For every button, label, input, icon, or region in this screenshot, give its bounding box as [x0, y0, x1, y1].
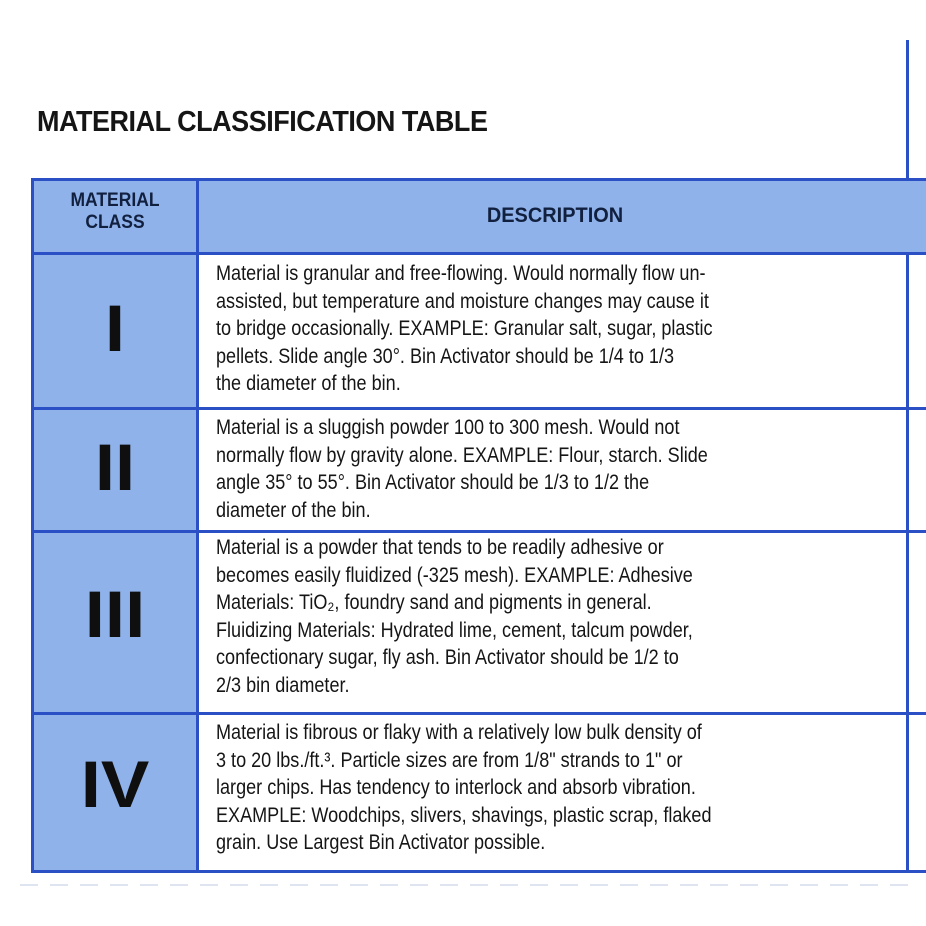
class-description — [216, 414, 906, 524]
description-line: Material is a sluggish powder 100 to 300 mesh. Would not — [216, 416, 680, 439]
class-numeral: I — [104, 291, 126, 365]
description-line: angle 35° to 55°. Bin Activator should be 1/3 to 1/2 the — [216, 471, 650, 494]
description-line: Material is a powder that tends to be readily adhesive or — [216, 536, 664, 559]
header-class-line1: MATERIAL — [70, 190, 160, 211]
row-separator — [31, 530, 926, 533]
header-material-class — [40, 190, 189, 234]
class-numeral: II — [94, 430, 136, 504]
class-description — [216, 534, 906, 699]
row-separator — [31, 712, 926, 715]
row-separator — [31, 252, 926, 255]
description-line: assisted, but temperature and moisture changes may cause it — [216, 289, 709, 313]
description-line: becomes easily fluidized (-325 mesh). EXAMPLE: Adhesive — [216, 563, 693, 587]
description-line: Materials: TiO₂, foundry sand and pigments in general. — [216, 591, 652, 614]
page-title: MATERIAL CLASSIFICATION TABLE — [37, 106, 488, 138]
description-line: Material is granular and free-flowing. Would normally flow un- — [216, 262, 706, 285]
class-numeral: IV — [80, 747, 150, 821]
row-separator — [31, 407, 926, 410]
description-line: confectionary sugar, fly ash. Bin Activator should be 1/2 to — [216, 646, 679, 669]
description-line: 3 to 20 lbs./ft.³. Particle sizes are from 1/8" strands to 1" or — [216, 748, 683, 772]
description-line: larger chips. Has tendency to interlock and absorb vibration. — [216, 776, 696, 799]
header-description: DESCRIPTION — [486, 204, 624, 227]
classification-table — [31, 178, 926, 873]
description-line: 2/3 bin diameter. — [216, 673, 350, 697]
table-top-border — [31, 178, 926, 181]
description-line: normally flow by gravity alone. EXAMPLE: Flour, starch. Slide — [216, 443, 708, 467]
description-line: grain. Use Largest Bin Activator possible. — [216, 831, 546, 854]
description-line: Fluidizing Materials: Hydrated lime, cement, talcum powder, — [216, 618, 693, 642]
description-line: Material is fibrous or flaky with a relatively low bulk density of — [216, 721, 702, 744]
description-line: diameter of the bin. — [216, 498, 371, 522]
class-description — [216, 719, 906, 857]
class-numeral: III — [84, 577, 146, 651]
faint-scan-artifact — [20, 884, 920, 886]
description-line: EXAMPLE: Woodchips, slivers, shavings, plastic scrap, flaked — [216, 803, 712, 827]
description-line: to bridge occasionally. EXAMPLE: Granular salt, sugar, plastic — [216, 317, 713, 340]
table-bottom-border — [31, 870, 926, 873]
description-line: pellets. Slide angle 30°. Bin Activator should be 1/4 to 1/3 — [216, 344, 675, 368]
description-line: the diameter of the bin. — [216, 372, 401, 395]
class-description — [216, 260, 906, 398]
header-class-line2: CLASS — [85, 212, 145, 233]
